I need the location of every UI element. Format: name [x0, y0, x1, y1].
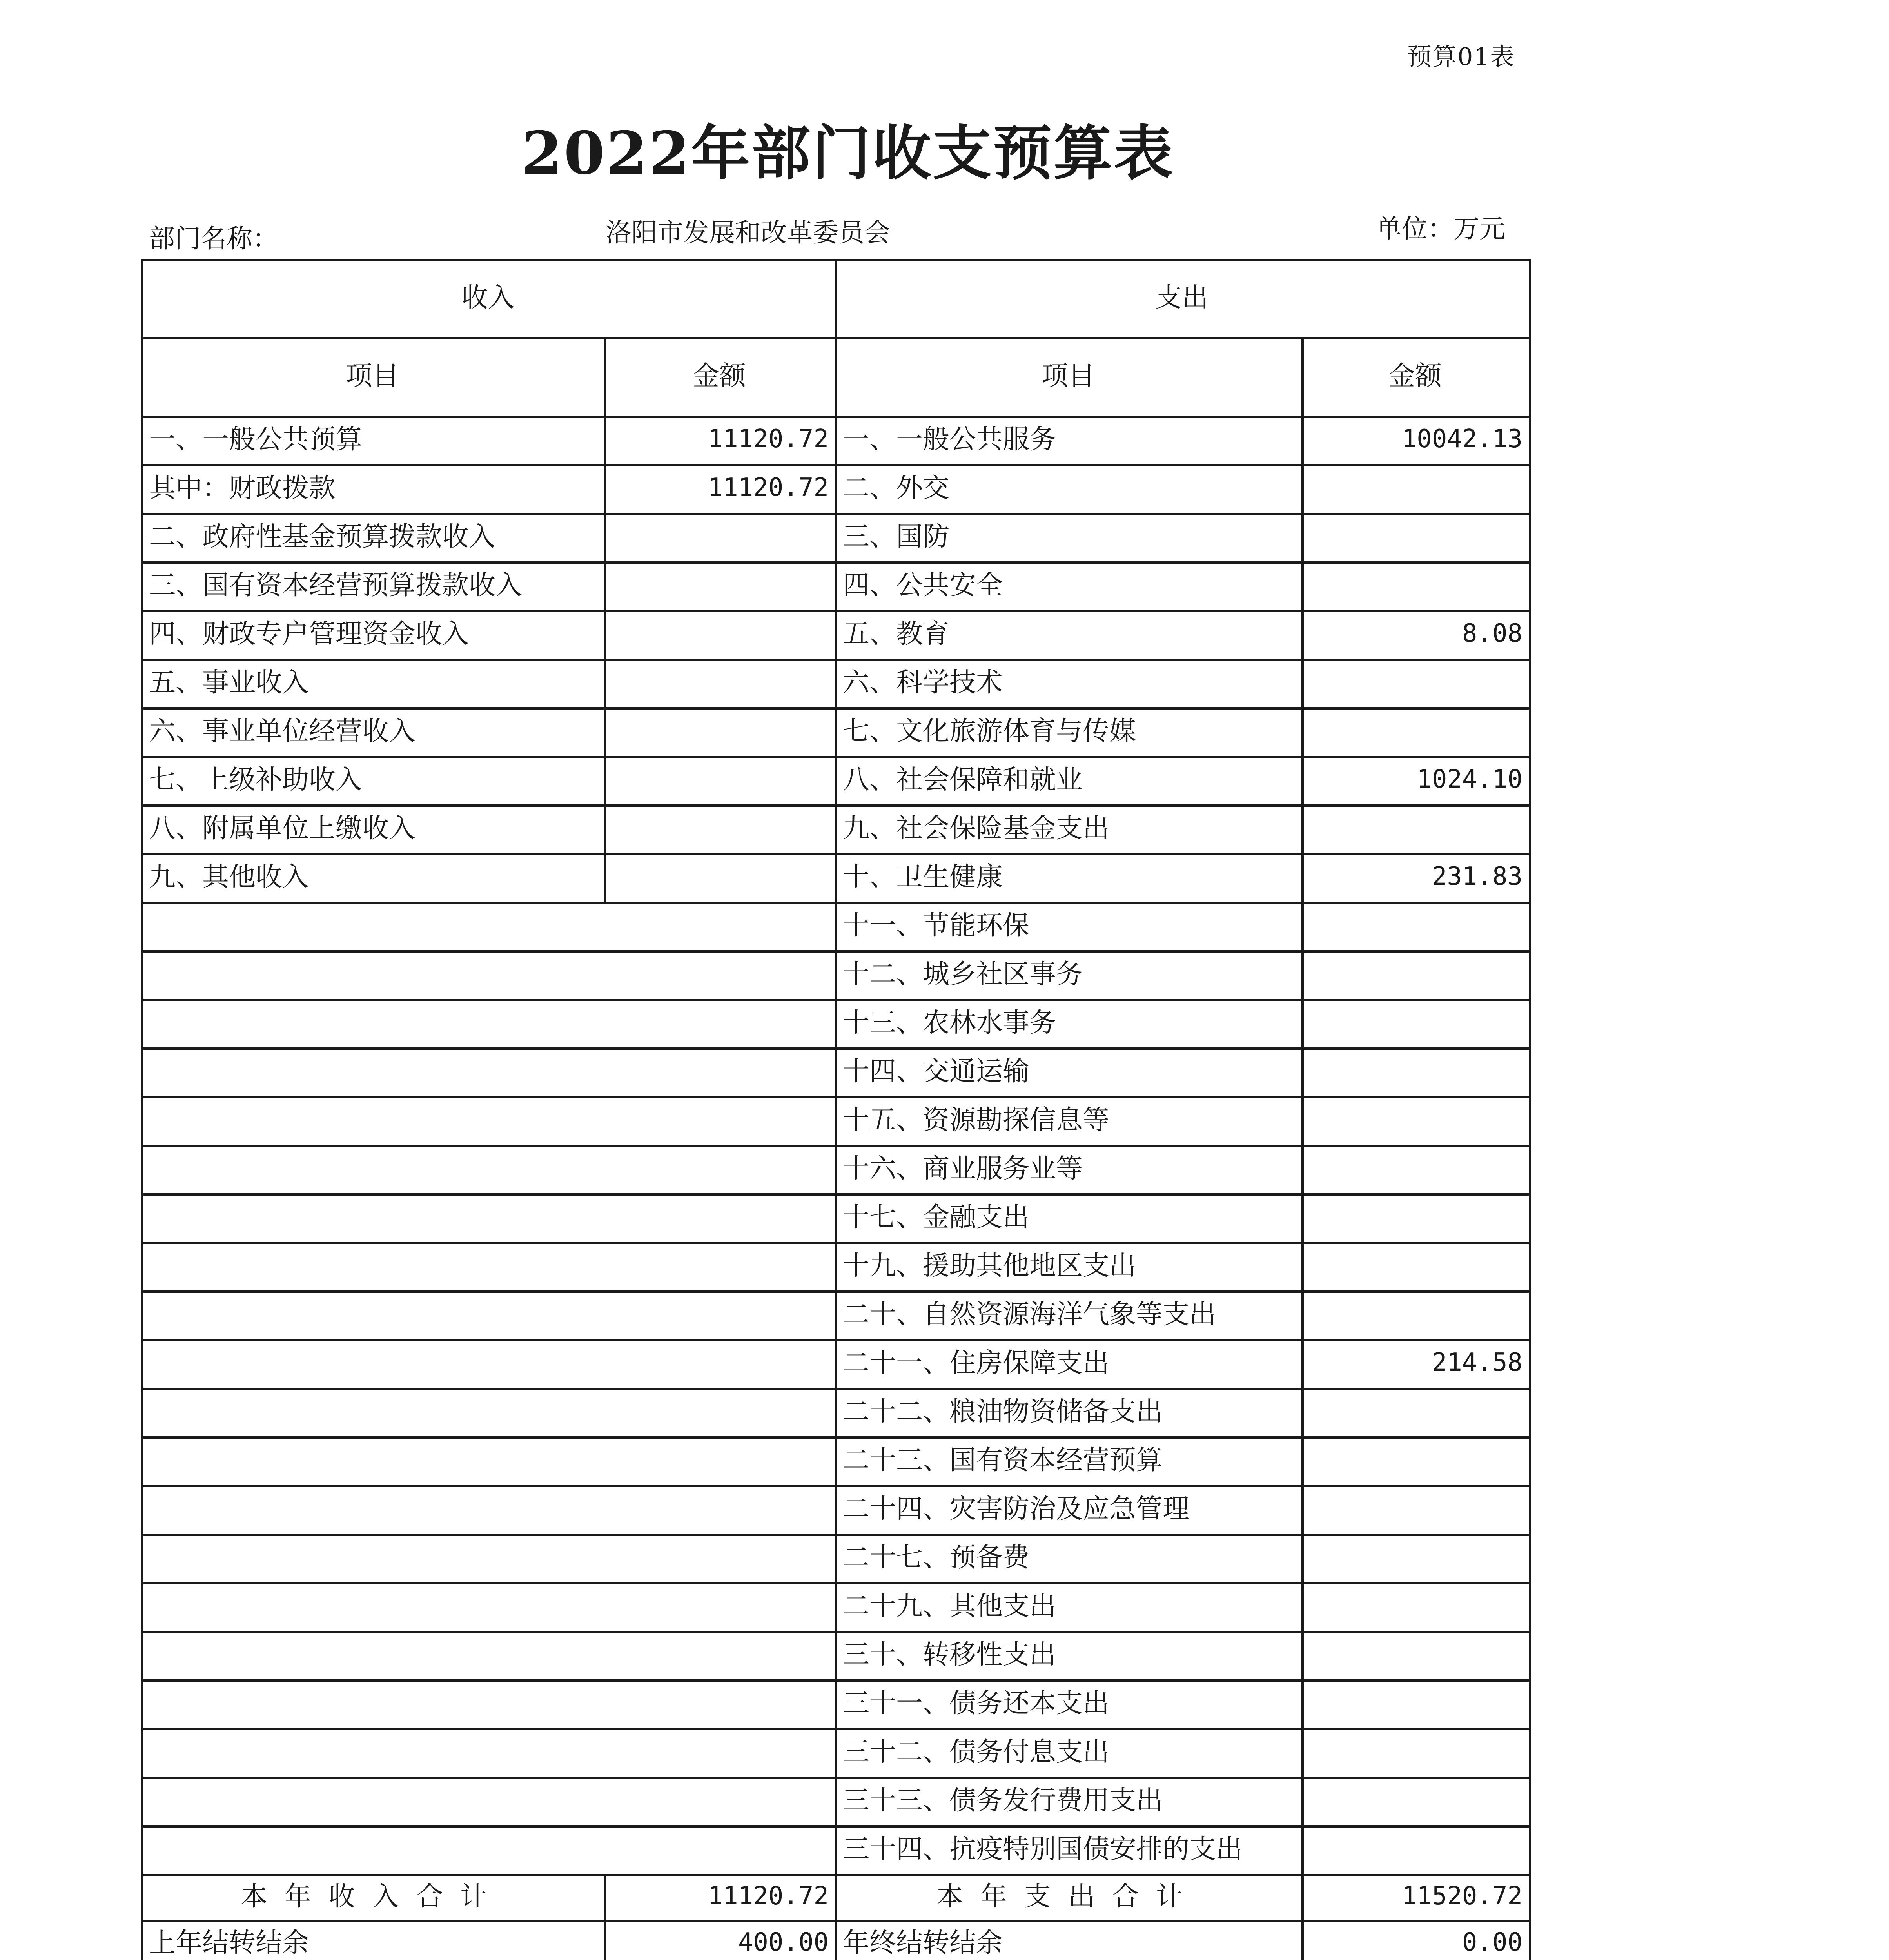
expense-row-amount: 231.83 — [1432, 862, 1522, 891]
expense-row-item: 二十、自然资源海洋气象等支出 — [843, 1299, 1216, 1330]
expense-header: 支出 — [1155, 282, 1209, 313]
income-row-item: 六、事业单位经营收入 — [149, 716, 416, 747]
income-row-item: 八、附属单位上缴收入 — [149, 813, 416, 844]
table-gridline — [835, 804, 1531, 807]
table-gridline — [141, 659, 835, 661]
end-carryover-value: 0.00 — [1462, 1928, 1522, 1957]
expense-row-item: 二十二、粮油物资储备支出 — [843, 1396, 1163, 1427]
income-header: 收入 — [461, 282, 515, 313]
department-name: 洛阳市发展和改革委员会 — [606, 218, 890, 248]
expense-row-item: 五、教育 — [843, 619, 950, 650]
table-gridline — [835, 707, 1531, 710]
table-gridline — [141, 1679, 835, 1682]
expense-row-item: 四、公共安全 — [843, 570, 1003, 601]
expense-row-item: 三十四、抗疫特别国债安排的支出 — [843, 1834, 1243, 1865]
table-gridline — [141, 1631, 835, 1633]
table-gridline — [835, 259, 837, 1960]
expense-row-item: 三十二、债务付息支出 — [843, 1737, 1110, 1768]
table-gridline — [141, 853, 835, 855]
table-gridline — [1301, 337, 1304, 1960]
table-gridline — [835, 1096, 1531, 1098]
expense-row-item: 二十九、其他支出 — [843, 1591, 1056, 1622]
table-gridline — [835, 756, 1531, 758]
table-gridline — [835, 1242, 1531, 1244]
table-gridline — [141, 1047, 835, 1050]
expense-row-item: 三、国防 — [843, 521, 950, 552]
table-gridline — [141, 707, 835, 710]
table-gridline — [141, 804, 835, 807]
expense-row-item: 二十四、灾害防治及应急管理 — [843, 1494, 1190, 1524]
expense-row-amount: 10042.13 — [1401, 425, 1522, 454]
income-year-total-value: 11120.72 — [708, 1882, 829, 1911]
table-gridline — [835, 1145, 1531, 1147]
page-title: 2022年部门收支预算表 — [521, 119, 1174, 188]
table-gridline — [835, 1728, 1531, 1730]
table-gridline — [141, 464, 835, 466]
expense-row-item: 十四、交通运输 — [843, 1056, 1030, 1087]
expense-row-item: 三十三、债务发行费用支出 — [843, 1785, 1163, 1816]
income-row-item: 五、事业收入 — [149, 667, 309, 698]
table-gridline — [835, 902, 1531, 904]
income-row-amount: 11120.72 — [708, 425, 829, 454]
table-gridline — [141, 902, 835, 904]
income-row-item: 七、上级补助收入 — [149, 764, 363, 795]
table-gridline — [141, 999, 835, 1001]
prev-carryover-value: 400.00 — [738, 1928, 829, 1957]
table-gridline — [835, 1777, 1531, 1779]
expense-row-item: 六、科学技术 — [843, 667, 1003, 698]
table-gridline — [141, 1485, 835, 1487]
expense-row-item: 十一、节能环保 — [843, 910, 1030, 941]
table-gridline — [835, 1631, 1531, 1633]
table-gridline — [1529, 259, 1531, 1960]
department-label: 部门名称： — [149, 223, 278, 254]
expense-year-total-label: 本年支出合计 — [936, 1881, 1200, 1912]
expense-row-item: 十三、农林水事务 — [843, 1007, 1056, 1038]
expense-row-item: 十五、资源勘探信息等 — [843, 1105, 1110, 1136]
table-gridline — [141, 1777, 835, 1779]
table-gridline — [141, 1874, 835, 1876]
table-gridline — [835, 1436, 1531, 1439]
income-row-item: 一、一般公共预算 — [149, 424, 363, 455]
table-gridline — [141, 1145, 835, 1147]
table-gridline — [141, 1096, 835, 1098]
expense-row-amount: 8.08 — [1462, 619, 1522, 648]
table-gridline — [835, 513, 1531, 515]
expense-row-item: 十六、商业服务业等 — [843, 1153, 1083, 1184]
table-gridline — [604, 337, 606, 902]
form-code: 预算01表 — [1407, 42, 1515, 71]
table-gridline — [835, 1290, 1531, 1293]
expense-row-item: 二、外交 — [843, 473, 950, 504]
income-row-amount: 11120.72 — [708, 473, 829, 502]
table-gridline — [141, 1436, 835, 1439]
table-gridline — [835, 853, 1531, 855]
table-gridline — [141, 610, 835, 612]
table-gridline — [835, 1193, 1531, 1196]
table-gridline — [835, 659, 1531, 661]
expense-row-item: 三十一、债务还本支出 — [843, 1688, 1110, 1719]
table-gridline — [141, 1534, 835, 1536]
table-gridline — [835, 1874, 1531, 1876]
income-amount-header: 金额 — [692, 361, 746, 392]
table-gridline — [835, 1679, 1531, 1682]
table-gridline — [141, 259, 143, 1960]
expense-amount-header: 金额 — [1388, 361, 1442, 392]
expense-row-item: 二十三、国有资本经营预算 — [843, 1445, 1163, 1476]
expense-row-item: 二十一、住房保障支出 — [843, 1348, 1110, 1379]
end-carryover-label: 年终结转结余 — [843, 1927, 1003, 1958]
table-gridline — [141, 950, 835, 953]
table-gridline — [835, 1582, 1531, 1584]
expense-row-item: 十、卫生健康 — [843, 862, 1003, 893]
income-item-header: 项目 — [345, 361, 399, 392]
expense-row-item: 八、社会保障和就业 — [843, 764, 1083, 795]
expense-row-item: 三十、转移性支出 — [843, 1639, 1056, 1670]
expense-row-amount: 214.58 — [1432, 1348, 1522, 1377]
budget-table — [0, 259, 1889, 1960]
table-gridline — [141, 756, 835, 758]
table-gridline — [141, 1339, 835, 1341]
table-gridline — [835, 561, 1531, 564]
table-gridline — [835, 1825, 1531, 1828]
table-gridline — [835, 1534, 1531, 1536]
expense-row-item: 九、社会保险基金支出 — [843, 813, 1110, 844]
expense-year-total-value: 11520.72 — [1401, 1882, 1522, 1911]
table-gridline — [835, 1485, 1531, 1487]
income-row-item: 三、国有资本经营预算拨款收入 — [149, 570, 523, 601]
income-row-item: 九、其他收入 — [149, 862, 309, 893]
unit-label: 单位：万元 — [1376, 214, 1505, 244]
expense-row-item: 七、文化旅游体育与传媒 — [843, 716, 1136, 747]
table-gridline — [835, 1339, 1531, 1341]
table-gridline — [835, 999, 1531, 1001]
table-gridline — [835, 464, 1531, 466]
table-gridline — [141, 1290, 835, 1293]
table-gridline — [141, 513, 835, 515]
expense-row-amount: 1024.10 — [1417, 765, 1522, 794]
income-year-total-label: 本年收入合计 — [240, 1881, 504, 1912]
table-gridline — [835, 610, 1531, 612]
expense-item-header: 项目 — [1041, 361, 1095, 392]
expense-row-item: 二十七、预备费 — [843, 1542, 1030, 1573]
expense-row-item: 十九、援助其他地区支出 — [843, 1250, 1136, 1281]
table-gridline — [141, 1728, 835, 1730]
table-gridline — [835, 1388, 1531, 1390]
income-row-item: 其中：财政拨款 — [149, 473, 336, 504]
income-row-item: 二、政府性基金预算拨款收入 — [149, 521, 496, 552]
expense-row-item: 一、一般公共服务 — [843, 424, 1056, 455]
table-gridline — [141, 1242, 835, 1244]
expense-row-item: 十二、城乡社区事务 — [843, 959, 1083, 990]
table-gridline — [141, 1582, 835, 1584]
table-gridline — [141, 1193, 835, 1196]
table-gridline — [141, 1825, 835, 1828]
expense-row-item: 十七、金融支出 — [843, 1202, 1030, 1233]
table-gridline — [835, 1047, 1531, 1050]
table-gridline — [141, 561, 835, 564]
income-row-item: 四、财政专户管理资金收入 — [149, 619, 469, 650]
table-gridline — [141, 1388, 835, 1390]
prev-carryover-label: 上年结转结余 — [149, 1927, 309, 1958]
table-gridline — [835, 950, 1531, 953]
